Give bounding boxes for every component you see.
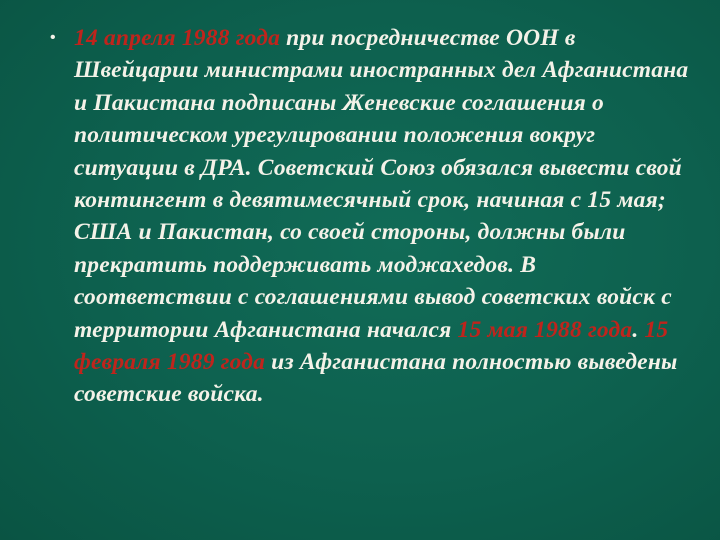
date-highlight-withdrawal-start: 15 мая 1988 года [457,316,633,343]
slide-body-text [74,22,694,411]
body-text-segment: из Афганистана полностью выведены советские войска. [74,349,678,408]
bullet-marker: • [50,29,56,46]
date-highlight-withdrawal-end: 15 февраля 1989 года [74,316,669,376]
body-text-segment: . [632,316,645,343]
body-text-segment: при посредничестве ООН в Швейцарии министрами иностранных дел Афганистана и Пакистана подписаны Женевские соглашения о политическом урегулировании положения вокруг ситуации в ДРА. Советский Союз обязался вывести свой контингент в девятимесячный срок, начиная с 15 мая; США и Пакистан, со своей стороны, должны были прекратить поддерживать моджахедов. В соответствии с соглашениями вывод советских войск с территории Афганистана начался [74,25,689,343]
date-highlight-signing: 14 апреля 1988 года [74,25,281,51]
